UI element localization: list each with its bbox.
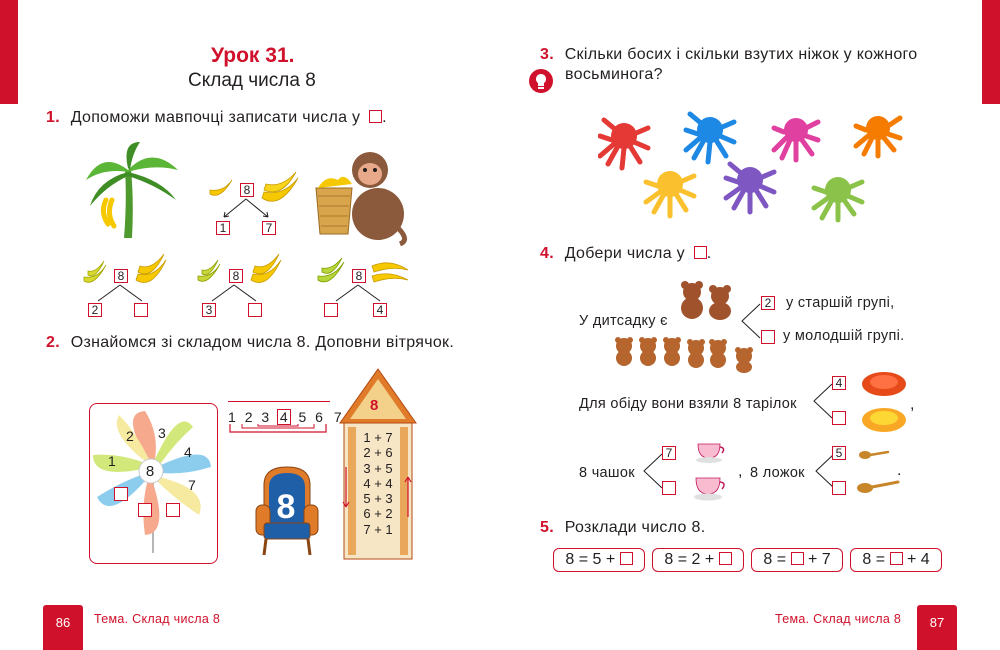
total-box: 8	[114, 269, 128, 283]
equation-left: 8 =	[763, 551, 787, 568]
answer-box[interactable]	[134, 303, 148, 317]
octopus-icon	[646, 171, 694, 216]
equation-answer-box[interactable]	[791, 552, 804, 565]
plates-text: Для обіду вони взяли 8 тарілок	[579, 396, 797, 412]
answer-box[interactable]	[832, 411, 846, 425]
equation-card	[652, 548, 744, 572]
pinwheel-answer-box[interactable]	[114, 487, 128, 501]
spoons-period: .	[897, 462, 902, 479]
task2-heading	[46, 334, 454, 352]
lightbulb-icon	[528, 68, 554, 94]
task4-number: 4.	[540, 245, 554, 262]
cup-icon	[694, 440, 728, 464]
pinwheel-petal-value: 3	[158, 425, 166, 441]
junior-group-text: у молодшій групі.	[783, 328, 905, 344]
right-page-edge	[982, 0, 1000, 104]
split-arrows-icon	[330, 283, 386, 305]
part-box: 4	[832, 376, 846, 390]
house-row: 3 + 5	[363, 460, 393, 476]
task3-text-line2: восьминога?	[565, 66, 663, 83]
equation-answer-box[interactable]	[890, 552, 903, 565]
part-box: 4	[373, 303, 387, 317]
page-number-left: 86	[43, 605, 83, 650]
pinwheel-center: 8	[145, 463, 155, 480]
equation-answer-box[interactable]	[719, 552, 732, 565]
lesson-title: Урок 31.	[211, 44, 295, 67]
number-line-item: 3	[261, 409, 270, 425]
split-arrows-icon	[640, 450, 664, 492]
answer-box-icon	[369, 110, 382, 123]
equation-right: + 7	[807, 551, 831, 568]
cups-text: 8 чашок	[579, 465, 635, 481]
cups-comma: ,	[738, 463, 743, 480]
task2-number: 2.	[46, 334, 60, 351]
equation-left: 8 = 2 +	[664, 551, 715, 568]
equation-left: 8 = 5 +	[565, 551, 616, 568]
task4-text: Добери числа у	[564, 245, 685, 262]
part-box: 7	[662, 446, 676, 460]
spoons-text: 8 ложок	[750, 465, 805, 481]
equation-answer-box[interactable]	[620, 552, 633, 565]
number-line-item: 5	[298, 409, 307, 425]
task3-text-line1: Скільки босих і скільки взутих ніжок у кожного	[564, 46, 918, 63]
answer-box[interactable]	[248, 303, 262, 317]
plates-comma: ,	[910, 396, 915, 413]
house-row: 6 + 2	[363, 506, 393, 522]
pinwheel-petal-value: 2	[126, 428, 134, 444]
palm-tree-icon	[82, 140, 182, 240]
task2-text: Ознайомся зі складом числа 8. Доповни вітрячок.	[70, 334, 455, 351]
task5-number: 5.	[540, 519, 554, 536]
pinwheel-petal-value: 4	[184, 444, 192, 460]
octopus-icon	[600, 120, 648, 168]
task5-heading	[540, 519, 705, 537]
bear-icon	[612, 334, 756, 374]
octopus-icon	[856, 116, 900, 156]
number-line-top-bracket	[228, 401, 330, 402]
pinwheel-petal-value: 7	[188, 477, 196, 493]
task1-text: Допоможи мавпочці записати числа у	[70, 109, 361, 126]
split-arrows-icon	[216, 197, 276, 221]
split-arrows-icon	[810, 380, 834, 422]
equation-card	[850, 548, 942, 572]
spoon-icon	[858, 448, 890, 462]
answer-box[interactable]	[324, 303, 338, 317]
house-roof-number: 8	[370, 397, 379, 414]
plate-icon	[860, 370, 908, 398]
equation-card	[751, 548, 843, 572]
part-box: 5	[832, 446, 846, 460]
octopus-group	[598, 106, 908, 224]
house-row: 4 + 4	[363, 475, 393, 491]
task5-text: Розклади число 8.	[564, 519, 706, 536]
house-row: 2 + 6	[363, 445, 393, 461]
monkey-icon	[312, 148, 412, 246]
task4-heading	[540, 245, 711, 263]
number-line-item: 7	[333, 409, 343, 425]
task1-number: 1.	[46, 109, 60, 126]
armchair-number: 8	[276, 488, 296, 526]
house-row: 1 + 7	[363, 430, 393, 445]
house-row: 5 + 3	[363, 491, 393, 507]
part-box: 3	[202, 303, 216, 317]
page-number-right: 87	[917, 605, 957, 650]
number-line	[228, 409, 342, 425]
task3-number: 3.	[540, 46, 554, 63]
task1-period: .	[382, 109, 387, 126]
number-line-brackets	[228, 424, 332, 440]
split-arrows-icon	[206, 283, 262, 305]
part-box: 7	[262, 221, 276, 235]
equation-left: 8 =	[862, 551, 886, 568]
kindergarten-intro: У дитсадку є	[579, 313, 668, 329]
house-row: 7 + 1	[363, 521, 393, 537]
task4-period: .	[706, 245, 712, 262]
cup-icon	[692, 474, 730, 502]
split-arrows-icon	[92, 283, 148, 305]
number-line-highlight: 4	[277, 409, 291, 425]
pinwheel-answer-box[interactable]	[166, 503, 180, 517]
octopus-icon	[774, 118, 818, 160]
answer-box[interactable]	[832, 481, 846, 495]
spoon-icon	[856, 478, 900, 496]
part-box: 1	[216, 221, 230, 235]
octopus-icon	[726, 164, 774, 212]
footer-topic-right: Тема. Склад числа 8	[775, 612, 902, 626]
equation-right: + 4	[906, 551, 930, 568]
number-line-item: 6	[315, 409, 324, 425]
bear-icon	[678, 280, 740, 320]
total-box: 8	[352, 269, 366, 283]
part-box: 2	[88, 303, 102, 317]
pinwheel-petal-value: 1	[108, 453, 116, 469]
total-box: 8	[229, 269, 243, 283]
task3-heading	[540, 46, 918, 64]
number-line-item: 2	[244, 409, 253, 425]
equation-card	[553, 548, 645, 572]
left-page-edge	[0, 0, 18, 104]
total-box: 8	[240, 183, 254, 197]
octopus-icon	[686, 114, 734, 162]
number-line-item: 1	[228, 409, 237, 425]
answer-box[interactable]	[662, 481, 676, 495]
pinwheel-answer-box[interactable]	[138, 503, 152, 517]
footer-topic-left: Тема. Склад числа 8	[94, 612, 221, 626]
task1-heading	[46, 109, 387, 127]
plate-icon	[860, 406, 908, 434]
answer-box[interactable]	[761, 330, 775, 344]
octopus-icon	[814, 177, 862, 220]
answer-box-icon	[694, 246, 707, 259]
part-box: 2	[761, 296, 775, 310]
house-rows	[358, 430, 398, 537]
lesson-subtitle: Склад числа 8	[188, 70, 316, 91]
senior-group-text: у старшій групі,	[786, 295, 895, 311]
